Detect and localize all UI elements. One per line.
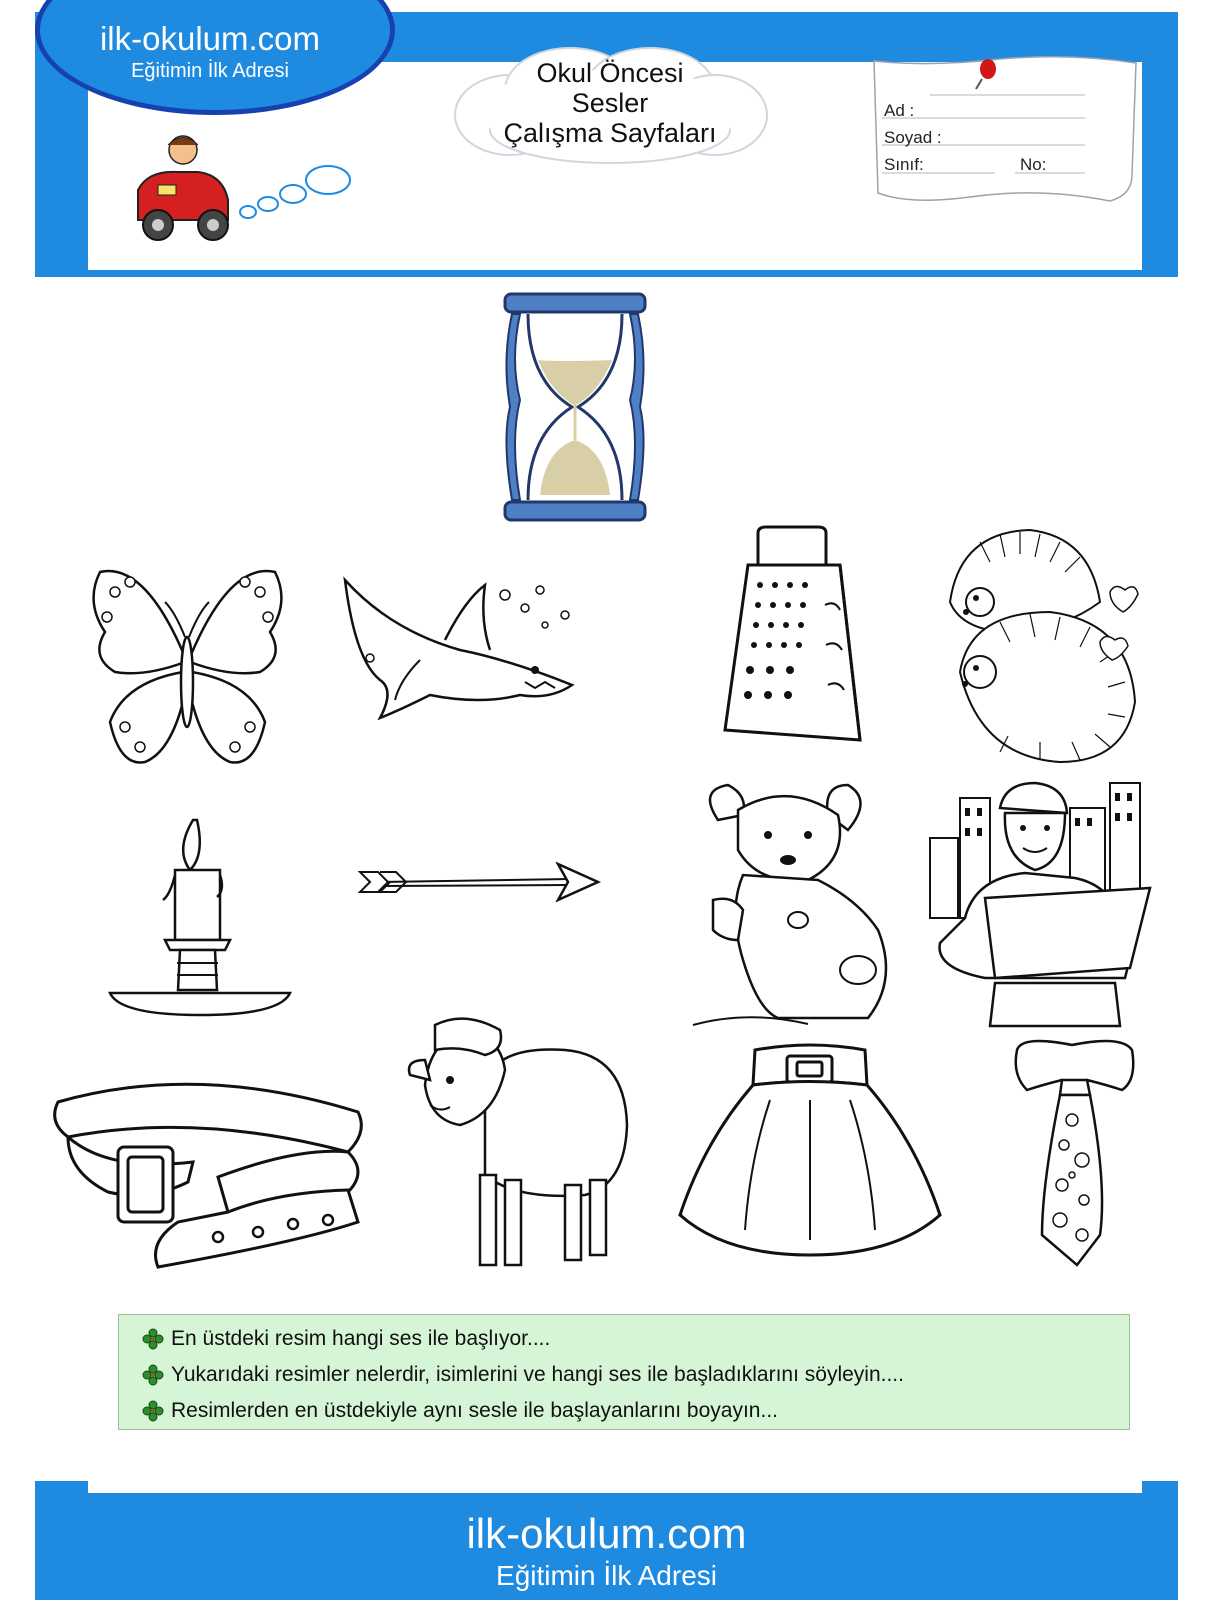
- instruction-text-2: Yukarıdaki resimler nelerdir, isimlerini ve hangi ses ile başladıklarını söyleyin....: [171, 1363, 904, 1386]
- sheep-icon: [405, 1015, 635, 1273]
- footer-white-strip: [88, 1481, 1142, 1493]
- clover-bullet-icon: [141, 1399, 165, 1423]
- butterfly-icon: [85, 562, 290, 777]
- class-label: Sınıf:: [884, 155, 924, 174]
- arrow-icon: [358, 862, 603, 902]
- header-logo[interactable]: [40, 20, 380, 83]
- title-line-1: Okul Öncesi: [536, 58, 684, 88]
- hourglass-icon: [500, 290, 650, 525]
- instruction-item: [141, 1393, 1129, 1429]
- header-site-name: ilk-okulum.com: [99, 20, 321, 57]
- surname-label: Soyad :: [884, 128, 942, 147]
- skirt-icon: [675, 1040, 945, 1258]
- title-line-2: Sesler: [571, 88, 649, 118]
- shark-icon: [340, 570, 580, 720]
- worksheet-title: [450, 58, 770, 148]
- candle-icon: [105, 815, 295, 1020]
- title-line-3: Çalışma Sayfaları: [503, 118, 717, 148]
- dog-icon: [688, 780, 898, 1030]
- tie-icon: [1012, 1035, 1137, 1268]
- footer-logo[interactable]: [35, 1510, 1178, 1592]
- car-mascot-icon: [128, 130, 378, 250]
- clover-bullet-icon: [141, 1363, 165, 1387]
- instructions-box: [118, 1314, 1130, 1430]
- name-label: Ad :: [884, 101, 915, 120]
- engineer-icon: [925, 778, 1160, 1028]
- instruction-item: [141, 1321, 1129, 1357]
- footer-site-name: ilk-okulum.com: [466, 1510, 747, 1557]
- clover-bullet-icon: [141, 1327, 165, 1351]
- number-label: No:: [1020, 155, 1047, 174]
- instruction-text-3: Resimlerden en üstdekiyle aynı sesle ile başlayanlarını boyayın...: [171, 1399, 778, 1422]
- hedgehogs-icon: [940, 522, 1140, 770]
- instruction-item: [141, 1357, 1129, 1393]
- header-slogan: Eğitimin İlk Adresi: [131, 60, 289, 82]
- footer-slogan: Eğitimin İlk Adresi: [496, 1560, 717, 1591]
- grater-icon: [720, 525, 865, 760]
- belt-icon: [48, 1072, 373, 1270]
- instruction-text-1: En üstdeki resim hangi ses ile başlıyor....: [171, 1327, 551, 1350]
